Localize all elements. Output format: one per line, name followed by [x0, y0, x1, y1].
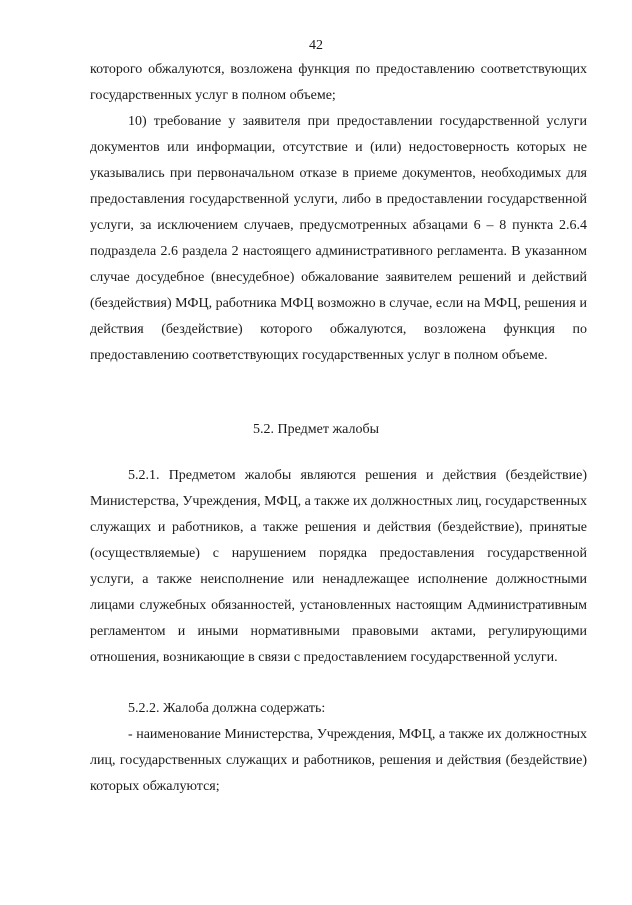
- paragraph-list-item: - наименование Министерства, Учреждения, МФЦ, а также их должностных лиц, государственных служащих и работников, решения и действия (бездействие) которых обжалуются;: [90, 727, 587, 794]
- paragraph-5-2-2: 5.2.2. Жалоба должна содержать:: [128, 701, 326, 716]
- paragraph-5-2-1: 5.2.1. Предметом жалобы являются решения и действия (бездействие) Министерства, Учреждения, МФЦ, а также их должностных лиц, государственных служащих и работников, а также решения и действия (бездействие), принятые (осуществляемые) с нарушением порядка предоставления государственной услуги, а также неисполнение или ненадлежащее исполнение должностными лицами служебных обязанностей, установленных настоящим Административным регламентом и иными нормативными правовыми актами, регулирующими отношения, возникающие в связи с предоставлением государственной услуги.: [90, 468, 587, 665]
- section-heading: 5.2. Предмет жалобы: [253, 422, 379, 437]
- page-number: 42: [309, 38, 323, 53]
- paragraph-continuation: которого обжалуются, возложена функция по предоставлению соответствующих государственных услуг в полном объеме;: [90, 62, 587, 103]
- paragraph-item-10: 10) требование у заявителя при предоставлении государственной услуги документов или информации, отсутствие и (или) недостоверность которых не указывались при первоначальном отказе в приеме документов, необходимых для предоставления государственной услуги, либо в предоставлении государственной услуги, за исключением случаев, предусмотренных абзацами 6 – 8 пункта 2.6.4 подраздела 2.6 раздела 2 настоящего административного регламента. В указанном случае досудебное (внесудебное) обжалование заявителем решений и действий (бездействия) МФЦ, работника МФЦ возможно в случае, если на МФЦ, решения и действия (бездействие) которого обжалуются, возложена функция по предоставлению соответствующих государственных услуг в полном объеме.: [90, 114, 587, 363]
